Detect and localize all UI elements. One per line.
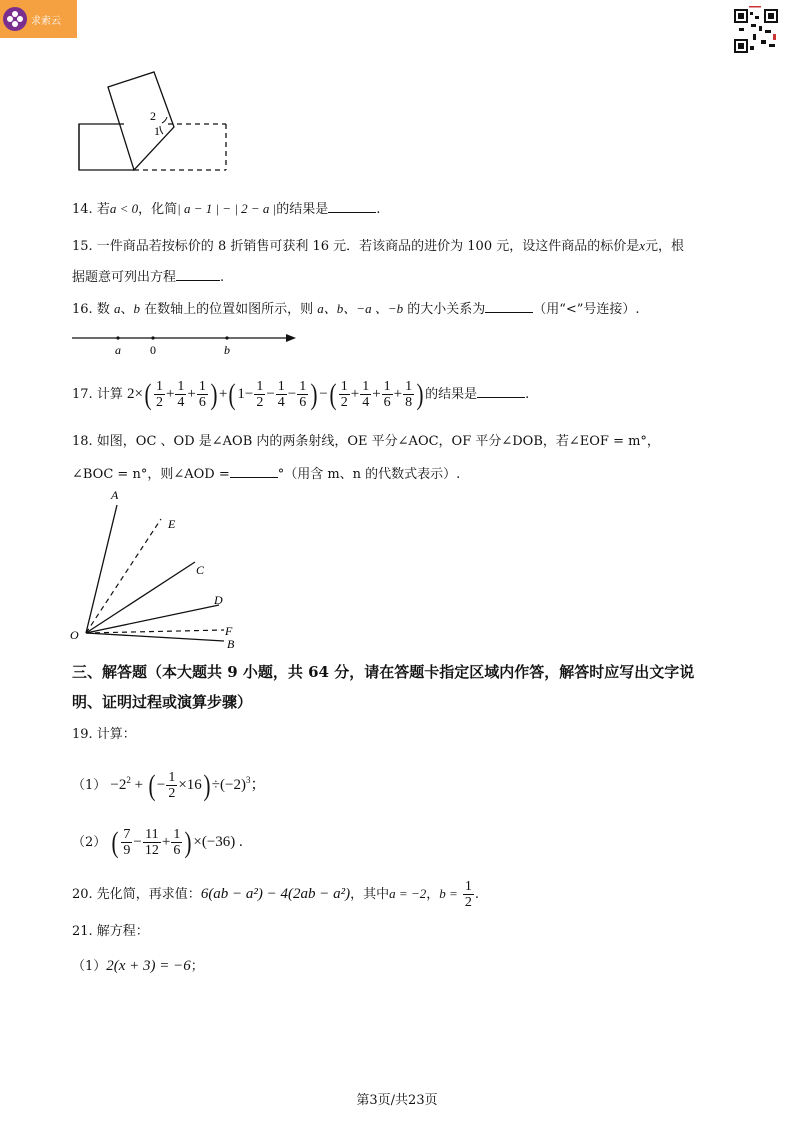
question-19-part-1 [72,760,266,806]
q21-equation: 2(x + 3) = −6 [106,958,191,974]
q19-1-expression: $-2^2$ + ( − $\frac{1}{2}$ $\times 16) \div(-2)^3$； [110,768,266,802]
question-19-part-2 [72,822,243,863]
q16-sep: 、 [120,302,134,317]
q14-expression: | a − 1 | − | 2 − a | [177,201,277,216]
q20-b-fraction: $\frac{1}{2}$ [464,879,472,910]
q14-condition: a < 0 [109,201,139,216]
question-14 [72,198,380,220]
q20-end: . [474,887,480,902]
q14-mid: ，化简 [138,202,178,217]
q15-end: . [220,270,225,285]
brand-logo [0,0,77,38]
question-19-title: 19. 计算： [72,727,136,742]
q20-mid: ，其中 [350,887,390,902]
q17-expression: 2×( $\frac{1}{2}$ + $\frac{1}{4}$ + $\frac{1}{6}$ ) +( 1− $\frac{1}{2}$ − $\frac{1}{4}$ − $\frac{1}{6}$ ) −( $\frac{1}{2}$ + $\frac{1}{4}$ + $\frac{1}{6}$ + $\frac{1}{8}$ ) [126,377,424,411]
answer-blank[interactable] [477,383,525,398]
answer-blank[interactable] [485,298,533,313]
angle-label-1: 1 [154,124,160,138]
q15-text-end: 元，根 [645,239,685,254]
part-label: （1） [72,778,107,793]
q18-text: 18. 如图，OC 、OD 是∠AOB 内的两条射线，OE 平分∠AOC，OF 平分∠DOB，若∠EOF = m°， [72,434,660,449]
q16-note: （用“<”号连接）. [533,302,640,317]
logo-icon [3,7,27,31]
question-number: 14. [72,202,93,217]
point-label-a: A [111,488,119,502]
question-15-line-2 [72,266,224,288]
q17-pre: 计算 [96,387,123,402]
angle-rays-figure [64,485,254,650]
section-3-heading-line-1: 三、解答题（本大题共 9 小题，共 64 分，请在答题卡指定区域内作答，解答时应写出文字说 [72,663,695,681]
q16-list: a、b、−a 、−b [317,301,404,316]
question-number: 17. [72,387,93,402]
q16-mid: 在数轴上的位置如图所示，则 [144,302,314,317]
q16-var-b: b [133,301,140,316]
point-label-c: C [196,563,205,577]
q19-2-expression: ( $\frac{7}{9}$ − $\frac{11}{12}$ + $\frac{1}{6}$ ) ×(−36) . [111,825,243,859]
q20-expression: 6(ab − a²) − 4(2ab − a²) [200,886,351,902]
question-18-line-2 [72,463,460,485]
q14-pre: 若 [96,202,110,217]
section-3-heading-line-2: 明、证明过程或演算步骤） [72,693,253,711]
number-line-figure [70,330,302,358]
q15-text-2: 据题意可列出方程 [72,270,177,285]
point-label-d: D [214,593,223,607]
q14-post: 的结果是 [276,202,329,217]
q16-var-a: a [113,301,121,316]
question-number: 16. [72,302,93,317]
answer-blank[interactable] [328,198,376,213]
axis-label-0: 0 [150,343,156,357]
q14-end: . [376,202,381,217]
q20-a-value: a = −2 [389,886,427,901]
q16-post: 的大小关系为 [407,302,486,317]
q17-end: . [525,387,530,402]
qr-code-icon [733,4,779,54]
part-label: （1） [72,959,107,974]
q17-post: 的结果是 [425,387,478,402]
question-21-title: 21. 解方程： [72,924,149,939]
answer-blank[interactable] [230,463,278,478]
q15-variable: x [639,238,646,253]
angle-label-2: 2 [150,109,156,123]
q20-pre: 20. 先化简，再求值： [72,887,201,902]
question-21-part-1 [72,956,204,977]
folded-rectangle-figure [70,65,240,175]
axis-label-b: b [224,343,230,357]
point-label-f: F [225,624,233,638]
answer-blank[interactable] [176,266,220,281]
point-label-e: E [168,517,176,531]
part-label: （2） [72,835,107,850]
question-20 [72,876,479,913]
q16-pre: 数 [96,302,110,317]
page-footer: 第3页/共23页 [356,1093,438,1108]
question-18-line-1 [72,432,660,452]
q20-b-value: b = [439,886,458,901]
q18-text-2: ∠BOC = n°，则∠AOD = [72,467,230,482]
question-16 [72,298,640,320]
point-label-o: O [70,628,79,642]
logo-text: 求索云 [31,15,61,27]
axis-label-a: a [115,343,121,357]
q21-end: ； [190,959,204,974]
point-label-b: B [227,637,235,650]
q15-text: 15. 一件商品若按标价的 8 折销售可获利 16 元．若该商品的进价为 100 元，设这件商品的标价是 [72,239,640,254]
question-17 [72,374,529,415]
q20-sep: ， [426,887,440,902]
q18-text-3: °（用含 m、n 的代数式表示）. [277,467,461,482]
question-15-line-1 [72,236,684,257]
